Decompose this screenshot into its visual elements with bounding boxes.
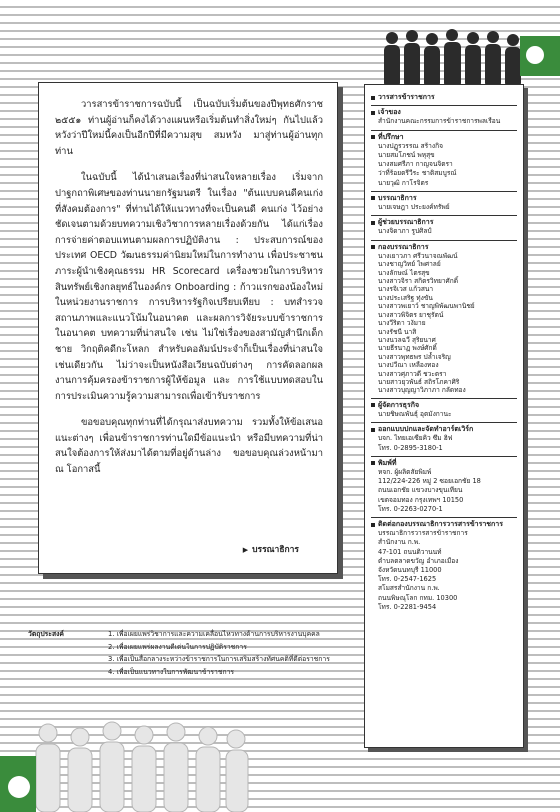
sidebar-line: นายธีรนาฏ พงษ์ศักดิ์ [378, 344, 437, 353]
sidebar-section-title-text: ติดต่อกองบรรณาธิการวารสารข้าราชการ [378, 519, 503, 528]
sidebar-line: จังหวัดนนทบุรี 11000 [378, 566, 442, 574]
purposes-list [28, 628, 330, 678]
sidebar-line: นางสาวพุทธพร ปล้ำเจริญ [378, 352, 451, 361]
sidebar-section-title-text: กองบรรณาธิการ [378, 242, 429, 251]
editorial-paragraph-1: วารสารข้าราชการฉบับนี้ เป็นฉบับเริ่มต้นของปีพุทธศักราช ๒๕๕๑ ท่านผู้อ่านก็คงได้วางแผนหรือเริ่มต้นทำสิ่งใหม่ๆ กันไปแล้ว หวังว่าปีใหม่นี้คงเป็นอีกปีที่มีความสุข สมหวัง มาสู่ท่านผู้อ่านทุกท่าน [55, 99, 323, 157]
sidebar-line: นางปวีณา เหลืองทอง [378, 361, 439, 370]
editorial-box [38, 82, 338, 574]
sidebar-section [371, 457, 517, 518]
sidebar-section [371, 399, 517, 423]
editorial-paragraph-3: ขอขอบคุณทุกท่านที่ได้กรุณาส่งบทความ รวมทั้งให้ข้อเสนอแนะต่างๆ เพื่อนข้าราชการท่านใดมีข้อแนะนำ หรือมีบทความที่น่าสนใจต้องการให้ส่งมาได้ตามที่อยู่ด้านล่าง ขอขอบคุณล่วงหน้ามา ณ โอกาสนี้ [55, 417, 323, 476]
credits-sidebar [364, 84, 524, 748]
sidebar-line: สำนักงาน ก.พ. [378, 538, 421, 547]
sidebar-section-title [371, 108, 517, 117]
square-bullet-icon [371, 245, 375, 249]
sidebar-section-title [371, 459, 517, 468]
sidebar-line: ถนนพิษณุโลก กทม. 10300 [378, 593, 458, 602]
sidebar-line: นางสาวพิจิตร ยาชุรัตน์ [378, 310, 444, 319]
square-bullet-icon [371, 111, 375, 115]
sidebar-line: นางสาวจิรา สกิตรวิทยาศักดิ์ [378, 277, 458, 286]
sidebar-line: นายเจษฎา ประยงค์ทรัพย์ [378, 203, 450, 212]
sidebar-line: นางประเสริฐ ทุ่งขัน [378, 293, 433, 302]
sidebar-line: นางจิดาภา รูปศิลป์ [378, 227, 432, 236]
sidebar-section [371, 106, 517, 130]
sidebar-section-title-text: ที่ปรึกษา [378, 132, 404, 141]
sidebar-line: ว่าที่ร้อยตรีวีระ ชาติสมบูรณ์ [378, 169, 457, 178]
sidebar-line: โทร. 0-2263-0270-1 [378, 504, 443, 513]
sidebar-line: นางสาวศุภาวดี ชวะตรา [378, 369, 447, 378]
sidebar-line: นางนวลฉวี สุริยนาศ [378, 335, 436, 344]
sidebar-line: นางสาวบุญญาวิภาภา กลัดทอง [378, 386, 466, 395]
sidebar-line: นายวุฒิ กาโรจิตร [378, 178, 429, 187]
square-bullet-icon [371, 96, 375, 100]
sidebar-line: บรรณาธิการวารสารข้าราชการ [378, 529, 468, 538]
sidebar-line: โทร. 0-2895-3180-1 [378, 443, 443, 452]
sidebar-section-title [371, 93, 517, 102]
purpose-item-3: 3. เพื่อเป็นสื่อกลางระหว่างข้าราชการในการเสริมสร้างทัศนคติที่ดีต่อราชการ [108, 655, 330, 664]
sidebar-section-title [371, 243, 517, 252]
sidebar-line: โทร. 0-2547-1625 [378, 575, 437, 584]
sidebar-section-title-text: ผู้จัดการธุรกิจ [378, 400, 420, 409]
sidebar-line: ถนนเอกชัย แขวงบางขุนเทียน [378, 486, 463, 495]
sidebar-line: นางรัชนี นาสิ [378, 327, 417, 336]
sidebar-line: นางวีริดา วงัมาย [378, 319, 426, 328]
editor-signature [243, 543, 299, 559]
sidebar-line: สำนักงานคณะกรรมการข้าราชการพลเรือน [378, 117, 501, 126]
square-bullet-icon [371, 196, 375, 200]
green-tab-top-circle [526, 46, 544, 64]
sidebar-line: สโมสรสำนักงาน ก.พ. [378, 584, 440, 593]
green-tab-bottom-circle [8, 776, 30, 798]
sidebar-section [371, 192, 517, 216]
sidebar-section [371, 131, 517, 192]
sidebar-line: เขตจอมทอง กรุงเทพฯ 10150 [378, 495, 464, 504]
purposes-label: วัตถุประสงค์ [28, 630, 64, 638]
sidebar-section [371, 518, 517, 615]
sidebar-line: นางลักษณ์ ไตรสุข [378, 268, 430, 277]
sidebar-section [371, 91, 517, 106]
purpose-item-1: 1. เพื่อเผยแพร่วิชาการและความเคลื่อนไหวทางด้านการบริหารงานบุคคล [108, 630, 320, 638]
sidebar-line: หจก. ผู้ผลิตสัยพิมพ์ [378, 467, 432, 476]
sidebar-line: โทร. 0-2281-9454 [378, 602, 437, 611]
editor-signature-label: บรรณาธิการ [252, 545, 299, 556]
square-bullet-icon [371, 428, 375, 432]
sidebar-section-title-text: พิมพ์ที่ [378, 458, 397, 467]
people-silhouette-bottom [0, 717, 250, 812]
sidebar-line: นายสมโภชน์ พหุสุข [378, 151, 435, 160]
sidebar-section-title [371, 520, 517, 529]
sidebar-line: นางสมศรีภา กาญจนจิตรา [378, 160, 453, 169]
sidebar-section-title [371, 425, 517, 434]
sidebar-line: นางปฏูรวรรณ สร้างกิจ [378, 141, 443, 150]
sidebar-line: นางรจิเวส แก้วสนา [378, 285, 434, 294]
sidebar-section-title-text: บรรณาธิการ [378, 193, 417, 202]
sidebar-line: ตำบลตลาดขวัญ อำเภอเมือง [378, 556, 459, 565]
square-bullet-icon [371, 461, 375, 465]
sidebar-line: นางเยาวภา ศรีวนาจณพัฒน์ [378, 251, 458, 260]
sidebar-section-title [371, 133, 517, 142]
editorial-paragraph-2: ในฉบับนี้ ได้นำเสนอเรื่องที่น่าสนใจหลายเรื่อง เริ่มจากปาฐกถาพิเศษของท่านนายกรัฐมนตรี ในเรื่อง "ต้นแบบคนดีคนเก่ง ที่สังคมต้องการ" ที่ท่านได้ให้แนวทางที่จะเป็นคนดี คนเก่ง ไว้อย่างชัดเจนตามด้วยบทความเชิงวิชาการหลายเรื่องด้วยกัน ได้แก่เรื่อง การจ่ายค่าตอบแทนตามผลการปฏิบัติงาน : ประสบการณ์ของประเทศ OECD วัฒนธรรมค่านิยมใหม่ในการทำงาน เพื่อประชาชน ภาระผู้นำเชิงคุณธรรม HR Scorecard เครื่องชวยในการบริหารสินทรัพย์เชิงกลยุทธ์ในองค์กร Onboarding : ก้าวแรกของน้องใหม่ในหน่วยงานราชการ การบริหารรัฐกิจเปรียบเทียบ : บทสำรวจสถานภาพและแนวโน้มในอนาคต และผลการวิจัยระบบข้าราชการในอนาคต บทความที่น่าสนใจ เช่น ไม่ใช่เรื่องของสามัญสำนึกเด็กชาย วิกฤติคดีกะโหลก สำหรับคอลัมน์ประจำก็เป็นเรื่องที่น่าสนใจเช่นเดียวกัน ไม่ว่าจะเป็นหนังสือเวียนฉบับต่างๆ การคัดลอกผลงานการคุ้มครองข้าราชการผู้ให้ข้อมูล และ การใช้แบบทดสอบในการประเมินความรู้ความสามารถเพื่อเข้ารับราชการ [55, 172, 323, 402]
sidebar-line: นายชิษณพันธุ์ อุตมังกานะ [378, 409, 452, 418]
sidebar-section-title [371, 194, 517, 203]
sidebar-section-title-text: เจ้าของ [378, 108, 401, 117]
sidebar-line: นายสาวยุวพันธ์ สถิรโภคาศิริ [378, 377, 460, 386]
sidebar-section-title [371, 218, 517, 227]
sidebar-section [371, 241, 517, 399]
sidebar-section-title-text: วารสารข้าราชการ [378, 93, 435, 101]
sidebar-section [371, 423, 517, 457]
purpose-item-4: 4. เพื่อเป็นแนวทางในการพัฒนาข้าราชการ [108, 667, 235, 676]
sidebar-section-title-text: ออกแบบปกและจัดทำอาร์ตเวิร์ก [378, 425, 474, 434]
purposes-block [28, 628, 330, 678]
sidebar-section-title-text: ผู้ช่วยบรรณาธิการ [378, 218, 434, 227]
triangle-right-icon: ▶ [242, 546, 249, 555]
sidebar-section-title [371, 401, 517, 410]
sidebar-line: บจก. ไทยเอเซียคิว ซึม ฮิฟ [378, 434, 453, 443]
sidebar-line: นางสาวพเยาว์ ชาญพิพัฒนพานิชย์ [378, 302, 475, 311]
square-bullet-icon [371, 135, 375, 139]
people-silhouette-top [380, 28, 530, 88]
purpose-item-2: 2. เพื่อเผยแพร่ผลงานดีเด่นในการปฏิบัติราชการ [108, 642, 247, 651]
square-bullet-icon [371, 523, 375, 527]
sidebar-line: 112/224-226 หมู่ 2 ซอยเอกชัย 18 [378, 477, 481, 486]
sidebar-section [371, 216, 517, 240]
square-bullet-icon [371, 403, 375, 407]
sidebar-line: 47-101 ถนนติวานนท์ [378, 547, 442, 556]
sidebar-line: นางชาญวิทย์ ไพศาลย์ [378, 260, 441, 269]
square-bullet-icon [371, 221, 375, 225]
